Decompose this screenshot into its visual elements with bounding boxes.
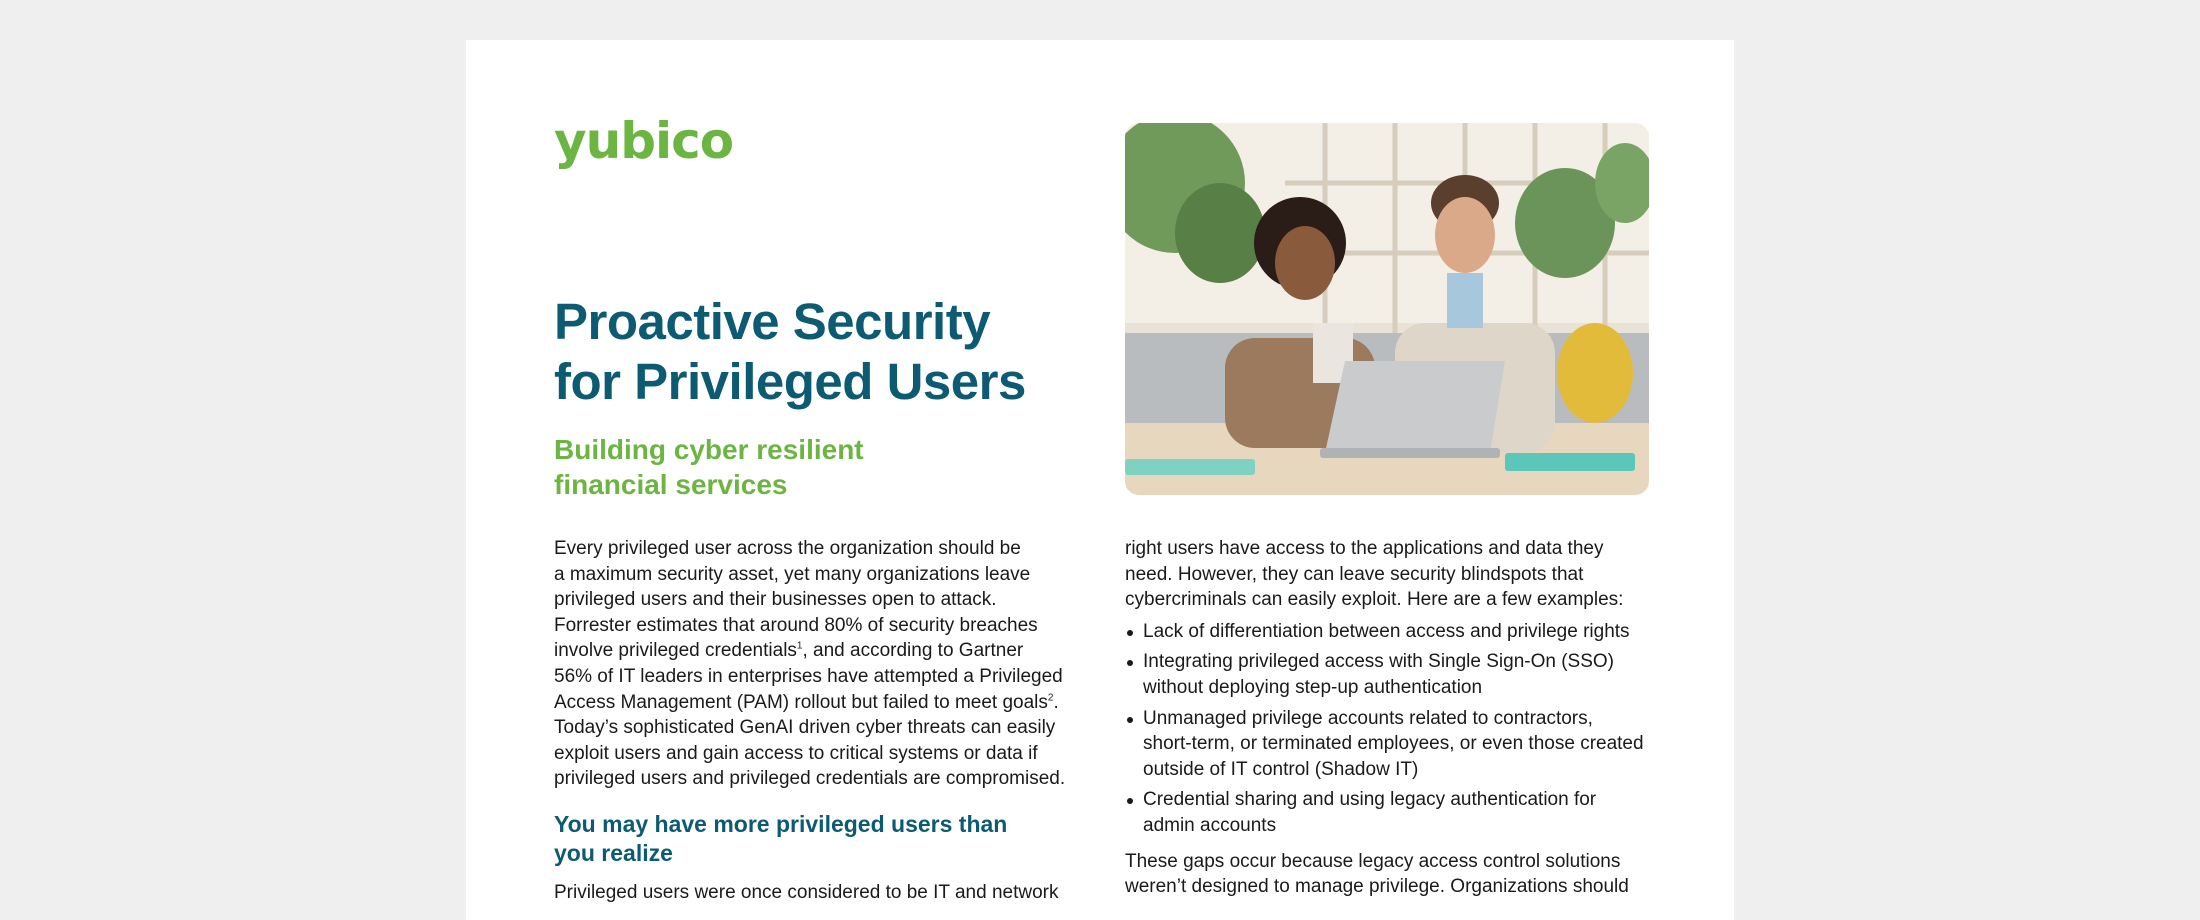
- intro-paragraph: Every privileged user across the organization should be a maximum security asset, yet many organizations leave privileged users and their businesses open to attack. Forrester estimates that around 80% of security breaches involve privileged credentials$^1$, and according to Gartner 56% of IT leaders in enterprises have attempted a Privileged Access Management (PAM) rollout but failed to meet goals$^2$. Today’s sophisticated GenAI driven cyber threats can easily exploit users and gain access to critical systems or data if privileged users and privileged credentials are compromised.: [554, 538, 1066, 790]
- yubico-logo: yubico: [554, 112, 734, 170]
- list-item: Credential sharing and using legacy authentication for admin accounts: [1125, 787, 1655, 838]
- document-page: [466, 40, 1734, 920]
- page-title: Proactive Security for Privileged Users: [554, 293, 1026, 410]
- right-column: [1125, 536, 1655, 900]
- photo-illustration: [1125, 123, 1649, 495]
- list-item: Unmanaged privilege accounts related to contractors, short-term, or terminated employees, or even those created outside of IT control (Shadow IT): [1125, 706, 1655, 783]
- closing-paragraph: These gaps occur because legacy access control solutions weren’t designed to manage privilege. Organizations should: [1125, 850, 1629, 898]
- section-heading: You may have more privileged users than you realize: [554, 810, 1008, 866]
- left-column: [554, 536, 1094, 906]
- list-item: Integrating privileged access with Single Sign-On (SSO) without deploying step-up authentication: [1125, 649, 1655, 700]
- business-photo: [1125, 123, 1649, 495]
- section-paragraph: Privileged users were once considered to be IT and network: [554, 881, 1059, 903]
- list-item: Lack of differentiation between access and privilege rights: [1125, 619, 1655, 645]
- page-subtitle: Building cyber resilient financial services: [554, 434, 864, 500]
- examples-list: [1125, 619, 1655, 839]
- footnote-ref-2[interactable]: 2: [1047, 692, 1054, 704]
- footnote-ref-1[interactable]: 1: [796, 641, 803, 653]
- right-intro-paragraph: right users have access to the applications and data they need. However, they can leave security blindspots that cybercriminals can easily exploit. Here are a few examples:: [1125, 538, 1624, 611]
